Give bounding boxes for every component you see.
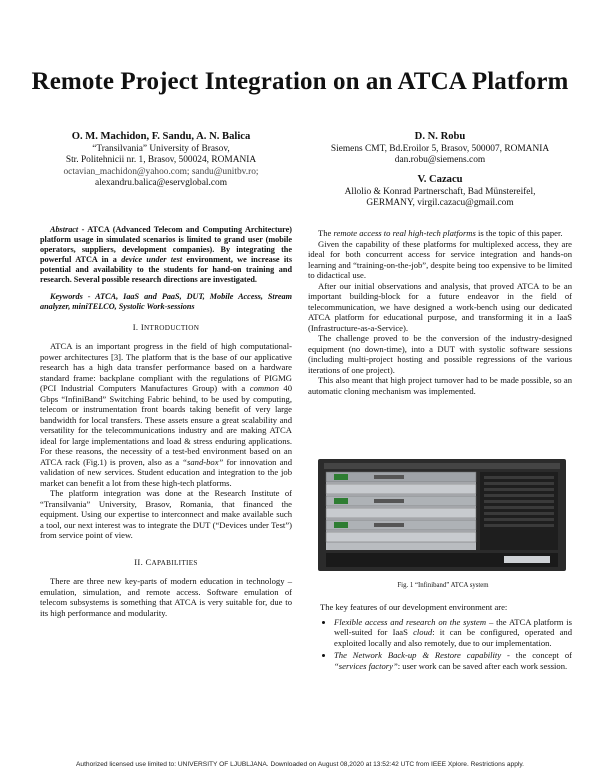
paragraph: The remote access to real high-tech platforms is the topic of this paper.: [318, 228, 563, 238]
keywords: [40, 292, 292, 312]
paragraph: The challenge proved to be the conversion of the industry-designed equipment (no down-time), into a DUT with systolic software sessions (including multi-project hosting and possible regressions of the various iterations of one project).: [308, 333, 572, 375]
abstract-italic: device under test: [121, 255, 183, 265]
section-initial: I: [140, 321, 145, 332]
left-column: [40, 225, 292, 618]
paper-title: Remote Project Integration on an ATCA Platform: [31, 68, 569, 95]
keywords-lead: Keywords: [50, 291, 83, 301]
section-initial: C: [145, 556, 152, 567]
author-names: V. Cazacu: [417, 174, 463, 185]
atca-rack-figure: [314, 455, 572, 573]
license-footer: Authorized licensed use limited to: UNIVERSITY OF LJUBLJANA. Downloaded on August 08,2020 at 13:52:42 UTC from IEEE Xplore. Restrictions apply.: [76, 761, 524, 768]
paragraph: This also meant that high project turnover had to be made possible, so an automatic cloning mechanism was implemented.: [308, 375, 572, 396]
author-block-left: [30, 131, 292, 189]
affiliation-line: Str. Politehnicii nr. 1, Brasov, 500024, ROMANIA: [65, 155, 257, 166]
author-email[interactable]: dan.robu@siemens.com: [394, 155, 486, 166]
abstract-text: - ATCA (Advanced Telecom and Computing Architecture) platform usage in simulated scenarios is limited to grand user (mobile operators, suppliers, development companies). By integrating the powerful ATCA in a: [40, 225, 292, 265]
paragraph: There are three new key-parts of modern education in technology – emulation, simulation, and remote access. Software emulation of telecom subsystems is something that ATCA is very suitable for, due to its high performance and modularity.: [40, 576, 292, 618]
affiliation-line: Allolio & Konrad Partnerschaft, Bad Münstereifel,: [344, 187, 536, 198]
affiliation-line: Siemens CMT, Bd.Eroilor 5, Brasov, 500007, ROMANIA: [330, 144, 550, 155]
features-intro: The key features of our development environment are:: [320, 602, 508, 612]
list-item: • Flexible access and research on the system – the ATCA platform is well-suited for IaaS cloud: it can be configured, operated and exploited locally and also remotely, due to our implementation.: [334, 617, 572, 649]
keywords-text: - ATCA, IaaS and PaaS, DUT, Mobile Access, Stream analyzer, miniTELCO, Systolic Work-sessions: [40, 291, 292, 311]
paragraph: After our initial observations and analysis, that proved ATCA to be an important building-block for a future endeavor in the field of telecommunication, we have designed a work-bench using our dedicated ATCA platform for educational purpose, and transforming it in a IaaS (Infrastructure-as-a-Service).: [308, 280, 572, 333]
section-number: I.: [132, 321, 139, 332]
right-column-top: [308, 228, 572, 396]
abstract-lead: Abstract: [50, 225, 79, 234]
list-item: • The Network Back-up & Restore capability - the concept of “services factory”: user work can be saved after each work session.: [334, 650, 572, 671]
author-block-right-1: [305, 131, 575, 167]
author-email[interactable]: alexandru.balica@eservglobal.com: [94, 177, 227, 188]
paragraph: ATCA is an important progress in the field of high computational-power architectures [3]. The platform that is the base of our applicative research has a high data transfer performance based on a hardware standard frame: backplane compliant with the regulations of PIGMG (PCI Industrial Computers Manufactures Group) with a common 40 Gbps “InfiniBand” Switching Fabric behind, to be used by computing, telecom or instrumentation front boards taking benefit of very large bandwidth for local transfers. These assets ensure a great scalability and versatility for the telecommunications industry and are making ATCA ideal for large implementations and load & stress enduring applications. For these reasons, the necessity of a test-bed environment based on an ATCA rack (Fig.1) is proven, also as a “sand-box” for innovation and validation of new services. Student education and integration to the job market can benefit a lot from these high-tech platforms.: [40, 341, 292, 488]
abstract: [40, 225, 292, 286]
author-email[interactable]: octavian_machidon@yahoo.com; sandu@unitbv.ro;: [63, 166, 259, 177]
figure-caption: Fig. 1 “Infiniband” ATCA system: [397, 582, 489, 589]
paragraph: The platform integration was done at the Research Institute of “Transilvania” University, Brasov, Romania, that financed the equipment. Using our expertise to interconnect and make available such a tool, our next interest was to integrate the DUT (“Devices under Test”) from service point of view.: [40, 488, 292, 541]
features-list: [316, 617, 572, 672]
abstract-text: environment, we increase its potential and availability to the students for hand-on training and research. Several possible research directions are investigated.: [40, 255, 293, 285]
affiliation-line: “Transilvania” University of Brasov,: [92, 144, 230, 155]
section-title-rest: APABILITIES: [151, 558, 198, 567]
paragraph: Given the capability of these platforms for multiplexed access, they are ideal for both concurrent access for service integration and hands-on learning and “training-on-the-job”, despite being too expensive to be limited to didactical use.: [308, 238, 572, 280]
section-heading-introduction: [40, 322, 292, 334]
section-heading-capabilities: [40, 557, 292, 569]
author-block-right-2: [305, 174, 575, 210]
author-names: O. M. Machidon, F. Sandu, A. N. Balica: [71, 131, 251, 142]
section-number: II.: [134, 556, 144, 567]
author-names: D. N. Robu: [414, 131, 466, 142]
section-title-rest: NTRODUCTION: [144, 323, 200, 332]
affiliation-line: GERMANY, virgil.cazacu@gmail.com: [366, 198, 514, 209]
right-column-bottom: [320, 602, 572, 673]
